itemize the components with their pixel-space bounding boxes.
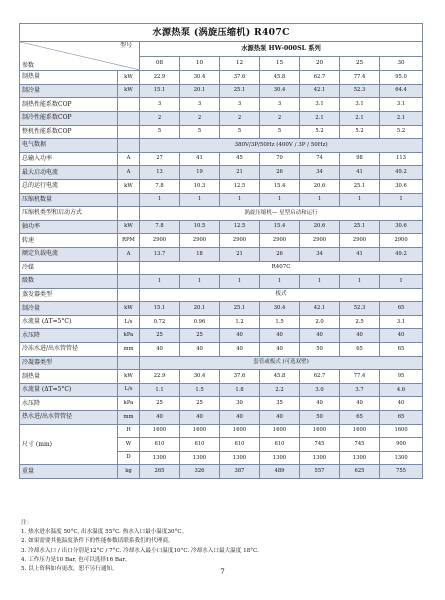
unit-cell: kPa: [118, 397, 140, 411]
value-cell: 74: [300, 152, 340, 166]
value-cell: 65: [340, 343, 380, 357]
value-cell: 265: [140, 465, 180, 479]
value-cell: 2: [260, 111, 300, 125]
value-cell: 2900: [220, 234, 260, 248]
value-cell: 610: [220, 438, 260, 452]
table-row: [20, 397, 423, 411]
value-cell: 2.5: [340, 315, 380, 329]
value-cell: 3.7: [340, 383, 380, 397]
value-cell: 5: [180, 125, 220, 139]
spec-sheet: [19, 23, 422, 479]
value-cell: 1300: [220, 451, 260, 465]
value-cell: 2: [180, 111, 220, 125]
unit-cell: [118, 111, 140, 125]
value-cell: 20.1: [180, 302, 220, 316]
weight-row: [20, 465, 423, 479]
unit-cell: [118, 139, 140, 153]
params-label: 参数: [22, 62, 35, 70]
param-label: 蒸发器类型: [20, 288, 118, 302]
value-cell: 1: [140, 275, 180, 289]
value-cell: 40: [340, 397, 380, 411]
value-cell: 12.5: [220, 179, 260, 193]
value-cell: 2900: [180, 234, 220, 248]
dimension-axis: W: [118, 438, 140, 452]
value-cell: 62.7: [300, 370, 340, 384]
unit-cell: kW: [118, 302, 140, 316]
value-cell: 18: [180, 247, 220, 261]
param-label: 水压降: [20, 397, 118, 411]
param-label: 总输入功率: [20, 152, 118, 166]
table-row: [20, 356, 423, 370]
unit-cell: L/s: [118, 315, 140, 329]
value-cell: 21: [220, 166, 260, 180]
value-cell: 1: [340, 275, 380, 289]
table-row: [20, 125, 423, 139]
param-label: 整机性能系数COP: [20, 125, 118, 139]
value-cell: 40: [260, 343, 300, 357]
value-cell: 1: [380, 193, 423, 207]
value-cell: 113: [380, 152, 423, 166]
span-value: 涡旋压缩机— 星型启动和运行: [140, 207, 423, 221]
value-cell: 5.2: [300, 125, 340, 139]
value-cell: 5: [260, 125, 300, 139]
value-cell: 489: [260, 465, 300, 479]
value-cell: 34: [300, 247, 340, 261]
value-cell: 20.6: [300, 220, 340, 234]
value-cell: 25.1: [340, 179, 380, 193]
value-cell: 1.8: [220, 383, 260, 397]
value-cell: 557: [300, 465, 340, 479]
param-label: 压缩机数量: [20, 193, 118, 207]
value-cell: 52.3: [340, 302, 380, 316]
value-cell: 26: [260, 166, 300, 180]
value-cell: 40: [180, 343, 220, 357]
param-label: 级数: [20, 275, 118, 289]
value-cell: 37.6: [220, 71, 260, 85]
value-cell: 5: [220, 125, 260, 139]
table-row: [20, 193, 423, 207]
value-cell: 2.2: [260, 383, 300, 397]
value-cell: 25.1: [340, 220, 380, 234]
value-cell: 19: [180, 166, 220, 180]
value-cell: 1: [140, 193, 180, 207]
value-cell: 1300: [300, 451, 340, 465]
unit-cell: [118, 356, 140, 370]
value-cell: 2900: [260, 234, 300, 248]
table-row: [20, 179, 423, 193]
table-row: [20, 370, 423, 384]
notes-heading: 注：: [21, 520, 33, 526]
value-cell: 625: [340, 465, 380, 479]
value-cell: 1300: [380, 451, 423, 465]
table-row: [20, 152, 423, 166]
value-cell: 1600: [180, 424, 220, 438]
value-cell: 95.0: [380, 71, 423, 85]
table-row: [20, 411, 423, 425]
value-cell: 41: [340, 247, 380, 261]
param-label: 制热量: [20, 71, 118, 85]
value-cell: 37.6: [220, 370, 260, 384]
value-cell: 3.1: [340, 98, 380, 112]
value-cell: 15.1: [140, 302, 180, 316]
value-cell: 1600: [140, 424, 180, 438]
value-cell: 50: [300, 343, 340, 357]
dimensions-label: 尺寸 (mm): [20, 424, 118, 465]
value-cell: 42.1: [300, 84, 340, 98]
unit-cell: RPM: [118, 234, 140, 248]
value-cell: 64.4: [380, 84, 423, 98]
value-cell: 1: [340, 193, 380, 207]
param-label: 压缩机类型和启动方式: [20, 207, 118, 221]
param-label: 制冷量: [20, 302, 118, 316]
value-cell: 3.1: [380, 315, 423, 329]
value-cell: 40: [220, 411, 260, 425]
value-cell: 77.4: [340, 71, 380, 85]
value-cell: 25: [140, 329, 180, 343]
param-label: 冷冻水进/出水管管径: [20, 343, 118, 357]
value-cell: 5.2: [340, 125, 380, 139]
model-number: 10: [180, 56, 220, 71]
value-cell: 25.1: [220, 84, 260, 98]
value-cell: 65: [380, 411, 423, 425]
value-cell: 1.2: [220, 315, 260, 329]
table-row: [20, 288, 423, 302]
unit-cell: [118, 275, 140, 289]
value-cell: 49.2: [380, 247, 423, 261]
unit-cell: A: [118, 166, 140, 180]
value-cell: 40: [380, 329, 423, 343]
value-cell: 5.2: [380, 125, 423, 139]
dimension-row: [20, 424, 423, 438]
value-cell: 2900: [380, 234, 423, 248]
dimension-axis: H: [118, 424, 140, 438]
span-value: 套管或板式 (可选双壁): [140, 356, 423, 370]
table-row: [20, 329, 423, 343]
value-cell: 1: [180, 193, 220, 207]
table-row: [20, 302, 423, 316]
value-cell: 40: [260, 411, 300, 425]
param-label: 制热性能系数COP: [20, 98, 118, 112]
value-cell: 610: [180, 438, 220, 452]
value-cell: 4.6: [380, 383, 423, 397]
model-label: 型号: [119, 42, 132, 49]
spec-table: [19, 23, 423, 479]
table-row: [20, 207, 423, 221]
value-cell: 35: [260, 397, 300, 411]
model-number: 12: [220, 56, 260, 71]
value-cell: 1: [300, 275, 340, 289]
value-cell: 1600: [340, 424, 380, 438]
table-row: [20, 275, 423, 289]
table-row: [20, 234, 423, 248]
table-row: [20, 139, 423, 153]
value-cell: 387: [220, 465, 260, 479]
value-cell: 65: [340, 411, 380, 425]
span-value: 板式: [140, 288, 423, 302]
value-cell: 7.8: [140, 179, 180, 193]
value-cell: 13.7: [140, 247, 180, 261]
value-cell: 40: [300, 397, 340, 411]
param-label: 轴功率: [20, 220, 118, 234]
value-cell: 2.1: [300, 111, 340, 125]
value-cell: 30.4: [180, 71, 220, 85]
value-cell: 3.0: [300, 383, 340, 397]
model-number: 20: [300, 56, 340, 71]
model-number: 30: [380, 56, 423, 71]
param-label: 水流量 (ΔT=5°C): [20, 383, 118, 397]
value-cell: 7.8: [140, 220, 180, 234]
unit-cell: mm: [118, 343, 140, 357]
value-cell: 1600: [220, 424, 260, 438]
value-cell: 15.4: [260, 220, 300, 234]
value-cell: 45.8: [260, 71, 300, 85]
table-row: [20, 315, 423, 329]
value-cell: 20.1: [180, 84, 220, 98]
value-cell: 30.4: [260, 302, 300, 316]
param-label: 冷凝器类型: [20, 356, 118, 370]
value-cell: 50: [300, 411, 340, 425]
unit-cell: kPa: [118, 329, 140, 343]
value-cell: 2: [140, 111, 180, 125]
value-cell: 30: [220, 397, 260, 411]
value-cell: 1: [260, 193, 300, 207]
unit-cell: [118, 288, 140, 302]
value-cell: 3: [220, 98, 260, 112]
param-label: 总的运行电流: [20, 179, 118, 193]
unit-cell: [118, 98, 140, 112]
model-number: 15: [260, 56, 300, 71]
table-row: [20, 261, 423, 275]
value-cell: 10.3: [180, 179, 220, 193]
unit-cell: kW: [118, 370, 140, 384]
value-cell: 25: [140, 397, 180, 411]
value-cell: 62.7: [300, 71, 340, 85]
value-cell: 45: [220, 152, 260, 166]
value-cell: 3: [140, 98, 180, 112]
note-item: 3. 冷却水入口 / 出口分别是12°C / 7°C. 冷却水入最小口温度10°C. 冷却水入口最大温度 18°C.: [21, 547, 259, 554]
table-row: [20, 111, 423, 125]
unit-cell: kW: [118, 220, 140, 234]
value-cell: 25: [180, 329, 220, 343]
unit-cell: [118, 193, 140, 207]
value-cell: 2.1: [340, 111, 380, 125]
value-cell: 40: [220, 343, 260, 357]
span-value: 380V/3P/50Hz (400V / 3P / 50Hz): [140, 139, 423, 153]
param-model-header: [20, 42, 140, 71]
value-cell: 745: [300, 438, 340, 452]
value-cell: 610: [140, 438, 180, 452]
value-cell: 42.1: [300, 302, 340, 316]
value-cell: 3.1: [300, 98, 340, 112]
unit-cell: [118, 125, 140, 139]
param-label: 水压降: [20, 329, 118, 343]
model-number: 08: [140, 56, 180, 71]
value-cell: 755: [380, 465, 423, 479]
value-cell: 1300: [340, 451, 380, 465]
value-cell: 98: [340, 152, 380, 166]
value-cell: 20.6: [300, 179, 340, 193]
value-cell: 1: [260, 275, 300, 289]
value-cell: 27: [140, 152, 180, 166]
value-cell: 1600: [260, 424, 300, 438]
unit-cell: A: [118, 152, 140, 166]
value-cell: 40: [260, 329, 300, 343]
value-cell: 326: [180, 465, 220, 479]
value-cell: 5: [140, 125, 180, 139]
span-value: R407C: [140, 261, 423, 275]
value-cell: 65: [380, 302, 423, 316]
value-cell: 34: [300, 166, 340, 180]
value-cell: 49.2: [380, 166, 423, 180]
table-row: [20, 220, 423, 234]
param-label: 额定负载电流: [20, 247, 118, 261]
table-row: [20, 247, 423, 261]
note-item: 4. 工作压力是10 Bar, 也可以选择16 Bar。: [21, 556, 131, 563]
param-label: 转速: [20, 234, 118, 248]
value-cell: 1.5: [260, 315, 300, 329]
param-label: 电气数据: [20, 139, 118, 153]
param-label: 制冷性能系数COP: [20, 111, 118, 125]
value-cell: 3: [180, 98, 220, 112]
value-cell: 1.1: [140, 383, 180, 397]
value-cell: 30.4: [180, 370, 220, 384]
value-cell: 0.72: [140, 315, 180, 329]
value-cell: 41: [180, 152, 220, 166]
value-cell: 2900: [140, 234, 180, 248]
value-cell: 900: [380, 438, 423, 452]
table-row: [20, 98, 423, 112]
param-label: 热水进/出水管管径: [20, 411, 118, 425]
value-cell: 1.5: [180, 383, 220, 397]
value-cell: 2900: [340, 234, 380, 248]
value-cell: 1600: [300, 424, 340, 438]
value-cell: 45.8: [260, 370, 300, 384]
value-cell: 1: [220, 275, 260, 289]
value-cell: 25.1: [220, 302, 260, 316]
value-cell: 12.5: [220, 220, 260, 234]
model-number: 25: [340, 56, 380, 71]
value-cell: 40: [140, 411, 180, 425]
value-cell: 40: [220, 329, 260, 343]
value-cell: 95: [380, 370, 423, 384]
value-cell: 2.0: [300, 315, 340, 329]
value-cell: 745: [340, 438, 380, 452]
value-cell: 30.6: [380, 220, 423, 234]
param-label: 冷媒: [20, 261, 118, 275]
unit-cell: mm: [118, 411, 140, 425]
value-cell: 1: [220, 193, 260, 207]
table-row: [20, 166, 423, 180]
param-label: 制冷量: [20, 84, 118, 98]
value-cell: 2900: [300, 234, 340, 248]
note-item: 5. 以上资料如有更改，恕不另行通知。: [21, 566, 118, 573]
value-cell: 52.3: [340, 84, 380, 98]
value-cell: 40: [140, 343, 180, 357]
value-cell: 40: [340, 329, 380, 343]
value-cell: 1600: [380, 424, 423, 438]
unit-cell: kW: [118, 84, 140, 98]
value-cell: 3.1: [380, 98, 423, 112]
value-cell: 40: [380, 397, 423, 411]
unit-cell: kW: [118, 179, 140, 193]
param-label: 水流量 (ΔT=5°C): [20, 315, 118, 329]
table-row: [20, 84, 423, 98]
value-cell: 0.96: [180, 315, 220, 329]
value-cell: 40: [180, 411, 220, 425]
value-cell: 77.4: [340, 370, 380, 384]
unit-cell: [118, 207, 140, 221]
value-cell: 41: [340, 166, 380, 180]
value-cell: 13: [140, 166, 180, 180]
value-cell: 65: [380, 343, 423, 357]
page-number: 7: [220, 568, 225, 576]
value-cell: 30.6: [380, 179, 423, 193]
value-cell: 2: [220, 111, 260, 125]
table-row: [20, 71, 423, 85]
value-cell: 15.4: [260, 179, 300, 193]
notes: [21, 519, 421, 574]
value-cell: 1300: [180, 451, 220, 465]
param-label: 制热量: [20, 370, 118, 384]
value-cell: 22.9: [140, 370, 180, 384]
unit-cell: L/s: [118, 383, 140, 397]
unit-cell: A: [118, 247, 140, 261]
value-cell: 25: [180, 397, 220, 411]
value-cell: 610: [260, 438, 300, 452]
value-cell: 3: [260, 98, 300, 112]
unit-cell: kW: [118, 71, 140, 85]
value-cell: 40: [300, 329, 340, 343]
note-item: 1. 热水进水温度 50°C, 出水温度 55°C. 热水入口最小温度30°C。: [21, 529, 188, 536]
value-cell: 26: [260, 247, 300, 261]
param-label: 最大启动电流: [20, 166, 118, 180]
dimension-axis: D: [118, 451, 140, 465]
value-cell: 15.1: [140, 84, 180, 98]
unit-cell: kg: [118, 465, 140, 479]
value-cell: 1: [380, 275, 423, 289]
value-cell: 21: [220, 247, 260, 261]
value-cell: 1300: [140, 451, 180, 465]
table-row: [20, 343, 423, 357]
value-cell: 22.9: [140, 71, 180, 85]
table-row: [20, 383, 423, 397]
value-cell: 70: [260, 152, 300, 166]
note-item: 2. 如果需要其他温度条件下的性能参数请联系我们的代理商。: [21, 538, 174, 545]
series-name: 水源热泵 HW-000SL 系列: [140, 42, 423, 57]
value-cell: 30.4: [260, 84, 300, 98]
value-cell: 1300: [260, 451, 300, 465]
value-cell: 1: [180, 275, 220, 289]
unit-cell: [118, 261, 140, 275]
table-title: 水源热泵 (涡旋压缩机) R407C: [20, 24, 423, 42]
param-label: 重量: [20, 465, 118, 479]
value-cell: 1: [300, 193, 340, 207]
value-cell: 10.5: [180, 220, 220, 234]
value-cell: 2.1: [380, 111, 423, 125]
